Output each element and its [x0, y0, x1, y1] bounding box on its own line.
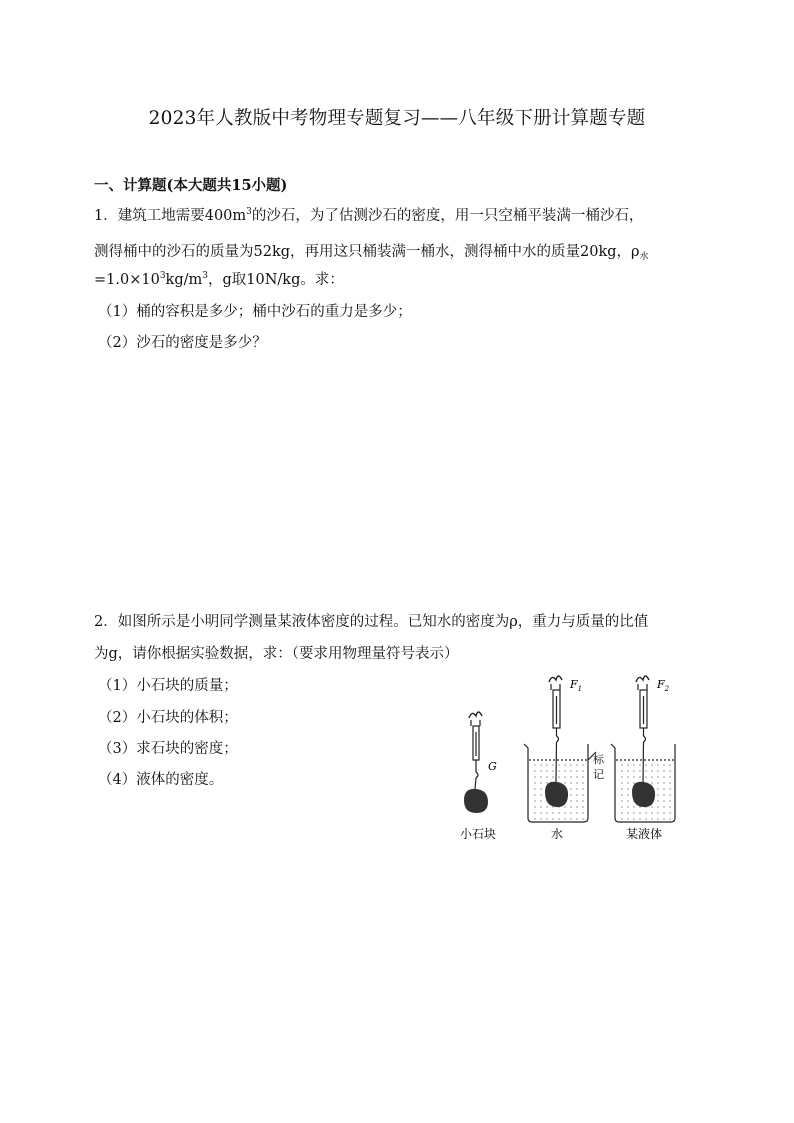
- q1-line-3-sup-1: 3: [159, 271, 166, 281]
- q2-part-2: （2）小石块的体积；: [98, 710, 238, 726]
- q1-line-3-text-a: =1.0×10: [94, 272, 160, 288]
- q1-line-1-sup: 3: [246, 207, 252, 217]
- caption-stone: 小石块: [460, 827, 497, 841]
- q1-line-1-text-b: 的沙石，为了估测沙石的密度，用一只空桶平装满一桶沙石，: [251, 208, 644, 224]
- q2-part-1: （1）小石块的质量；: [98, 678, 238, 694]
- spring-scale-stone: [469, 712, 482, 789]
- q1-line-3-text-c: ，g取10N/kg。求：: [207, 272, 344, 288]
- section-heading: 一、计算题(本大题共15小题): [94, 177, 288, 194]
- q1-line-2-sub: 水: [639, 252, 649, 262]
- q2-part-4: （4）液体的密度。: [98, 772, 224, 788]
- stone-in-air: [464, 789, 488, 813]
- q1-line-3-sup-2: 3: [202, 271, 208, 281]
- q2-line-2: 为g，请你根据实验数据，求：（要求用物理量符号表示）: [94, 646, 459, 662]
- spring-scale-water: [549, 676, 562, 782]
- q1-line-3-text-b: kg/m: [165, 272, 203, 288]
- label-f2: $F_2$: [657, 678, 670, 693]
- label-g: G: [488, 760, 497, 773]
- q2-line-1: 2．如图所示是小明同学测量某液体密度的过程。已知水的密度为ρ，重力与质量的比值: [94, 614, 649, 630]
- q1-line-2: [94, 240, 649, 261]
- q1-line-1-text-a: 1．建筑工地需要400m: [94, 208, 247, 224]
- label-f1: $F_1$: [570, 678, 583, 693]
- stone-in-water: [545, 782, 568, 807]
- q1-line-3: [94, 268, 344, 289]
- q1-part-2: （2）沙石的密度是多少？: [98, 335, 267, 351]
- caption-water: 水: [551, 827, 564, 841]
- spring-scale-liquid: [636, 676, 649, 782]
- q1-line-1: [94, 204, 643, 225]
- mark-label-1: 标: [593, 753, 604, 766]
- mark-label-2: 记: [593, 768, 604, 781]
- page-title: 2023年人教版中考物理专题复习——八年级下册计算题专题: [148, 108, 646, 129]
- q1-line-2-text: 测得桶中的沙石的质量为52kg，再用这只桶装满一桶水，测得桶中水的质量20kg，ρ: [94, 244, 640, 260]
- caption-liquid: 某液体: [626, 827, 663, 841]
- q1-part-1: （1）桶的容积是多少；桶中沙石的重力是多少；: [98, 304, 412, 320]
- stone-in-liquid: [632, 782, 655, 807]
- q2-part-3: （3）求石块的密度；: [98, 741, 238, 757]
- experiment-figure: [450, 672, 700, 844]
